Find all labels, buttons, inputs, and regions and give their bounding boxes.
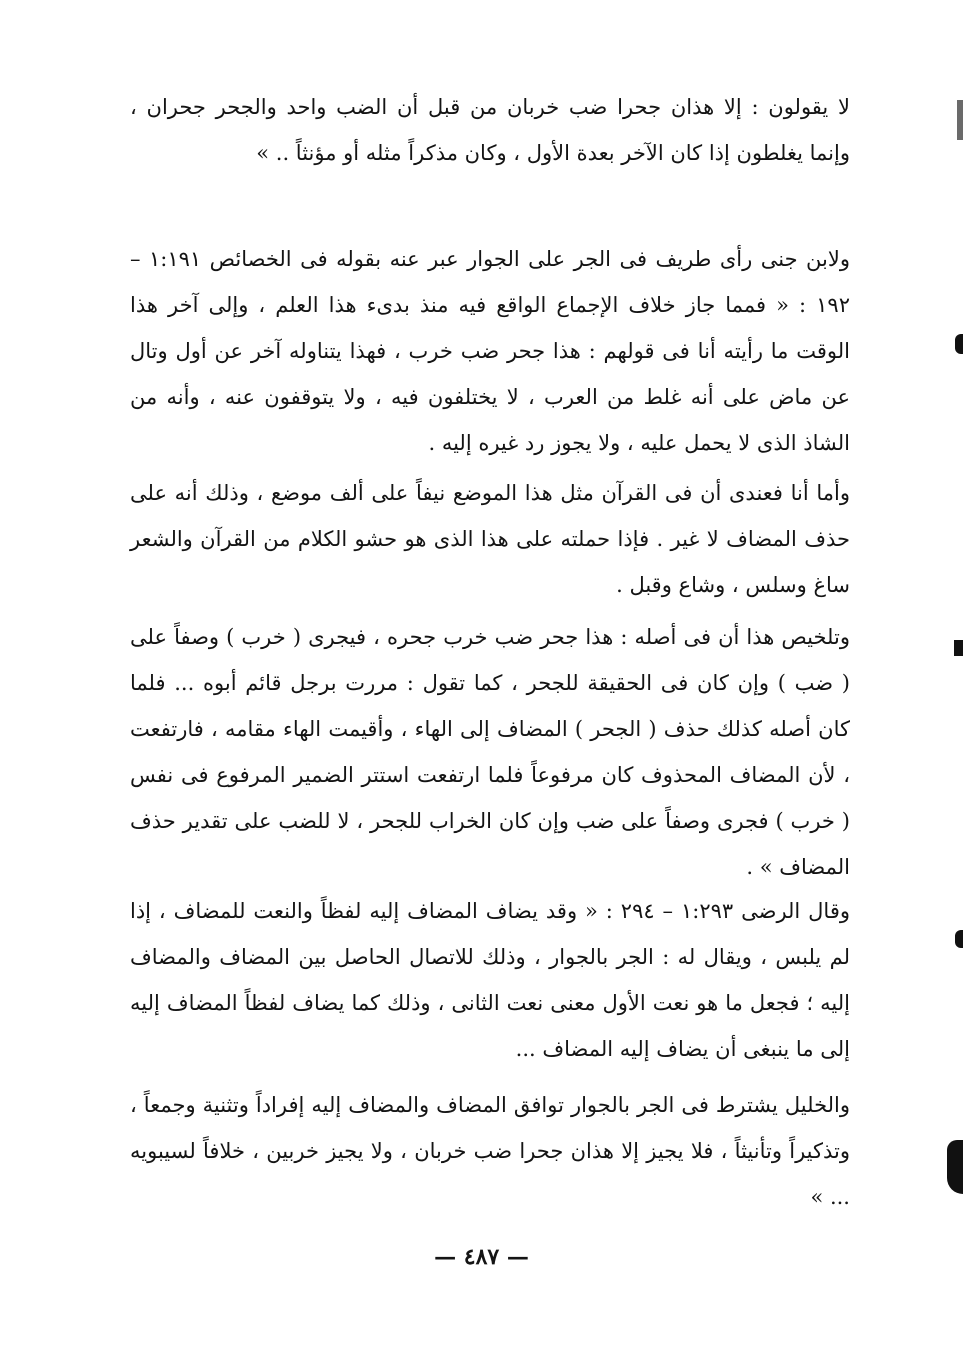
paragraph-3: وأما أنا فعندى أن فى القرآن مثل هذا الموضع نيفاً على ألف موضع ، وذلك أنه على حذف المضاف لا غير . فإذا حملته على هذا الذى هو حشو الكلام من القرآن والشعر ساغ وسلس ، وشاع وقبل . <box>130 481 850 597</box>
paragraph-4: وتلخيص هذا أن فى أصله : هذا جحر ضب خرب جحره ، فيجرى ( خرب ) وصفاً على ( ضب ) وإن كان فى الحقيقة للجحر ، كما تقول : مررت برجل قائم أبوه ... فلما كان أصله كذلك حذف ( الجحر ) المضاف إلى الهاء ، وأقيمت الهاء مقامه ، فارتفعت ، لأن المضاف المحذوف كان مرفوعاً فلما ارتفعت استتر الضمير المرفوع فى نفس ( خرب ) فجرى وصفاً على ضب وإن كان الخراب للجحر ، لا للضب على تقدير حذف المضاف » . <box>130 625 850 879</box>
paragraph-6: والخليل يشترط فى الجر بالجوار توافق المضاف والمضاف إليه إفراداً وتثنية وجمعاً ، وتذكيراً وتأنيثاً ، فلا يجيز إلا هذان جحرا ضب خربان ، ولا يجيز خربين ، خلافاً لسيبويه ... » <box>130 1093 850 1209</box>
paragraph-2: ولابن جنى رأى طريف فى الجر على الجوار عبر عنه بقوله فى الخصائص ١:١٩١ – ١٩٢ : « فمما جاز خلاف الإجماع الواقع فيه منذ بدىء هذا العلم ، وإلى آخر هذا الوقت ما رأيته أنا فى قولهم : هذا جحر ضب خرب ، فهذا يتناوله آخر عن أول وتال عن ماض على أنه غلط من العرب ، لا يختلفون فيه ، ولا يتوقفون عنه ، وأنه من الشاذ الذى لا يحمل عليه ، ولا يجوز رد غيره إليه . <box>130 247 850 455</box>
scan-edge-mark <box>957 100 963 140</box>
paragraph-5: وقال الرضى ١:٢٩٣ – ٢٩٤ : « وقد يضاف المضاف إليه لفظاً والنعت للمضاف ، إذا لم يلبس ، ويقال له : الجر بالجوار ، وذلك للاتصال الحاصل بين المضاف والمضاف إليه ؛ فجعل ما هو نعت الأول معنى نعت الثانى ، وذلك كما يضاف لفظاً المضاف إليه إلى ما ينبغى أن يضاف إليه المضاف ... <box>130 899 851 1061</box>
page-number: — ٤٨٧ — <box>434 1244 529 1270</box>
scan-edge-mark <box>954 640 963 656</box>
paragraph-1: لا يقولون : إلا هذان جحرا ضب خربان من قبل أن الضب واحد والجحر جحران ، وإنما يغلطون إذا كان الآخر بعدة الأول ، وكان مذكراً مثله أو مؤنثاً .. » <box>130 95 850 165</box>
scan-edge-mark <box>955 930 963 948</box>
scan-edge-mark <box>955 334 963 354</box>
scan-edge-mark <box>947 1140 963 1194</box>
